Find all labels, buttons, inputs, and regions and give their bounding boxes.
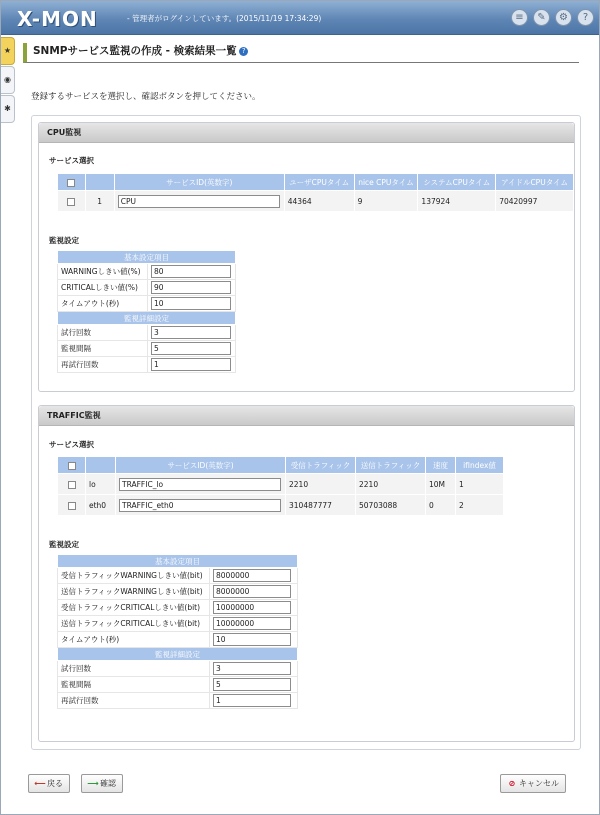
table-row [58, 280, 236, 296]
tx-warning-input[interactable]: 8000000 [213, 585, 291, 598]
back-button[interactable] [28, 774, 70, 793]
table-row [58, 568, 298, 584]
setting-value-cell [148, 341, 236, 357]
column-header: システムCPUタイム [418, 174, 496, 191]
setting-value-cell [210, 661, 298, 677]
ifindex-cell: 2 [456, 495, 504, 516]
main-content [17, 35, 597, 813]
column-header: アイドルCPUタイム [496, 174, 574, 191]
table-row [58, 495, 504, 516]
setting-value-cell [148, 280, 236, 296]
table-row [58, 191, 574, 212]
check-interval-input[interactable]: 5 [151, 342, 231, 355]
login-status: - 管理者がログインしています。(2015/11/19 17:34:29) [127, 14, 322, 23]
retry-count-input[interactable]: 1 [213, 694, 291, 707]
basic-settings-header: 基本設定項目 [58, 251, 236, 264]
traffic-section [38, 405, 575, 742]
setting-value-cell [210, 693, 298, 709]
traffic-service-select-label: サービス選択 [49, 440, 94, 449]
setting-value-cell [148, 264, 236, 280]
setting-label: 受信トラフィックCRITICALしきい値(bit) [58, 600, 210, 616]
row-number: 1 [85, 191, 114, 212]
service-id-cell [116, 474, 286, 495]
cpu-service-table [57, 173, 574, 212]
setting-value-cell [210, 616, 298, 632]
cancel-icon: ⊘ [508, 779, 516, 788]
detail-settings-header: 監視詳細設定 [58, 648, 298, 661]
cpu-settings-label: 監視設定 [49, 236, 79, 245]
sidebar-tab-monitor[interactable] [1, 66, 15, 94]
setting-label: WARNINGしきい値(%) [58, 264, 148, 280]
setting-label: 受信トラフィックWARNINGしきい値(bit) [58, 568, 210, 584]
cpu-settings-table [57, 250, 236, 373]
tx-traffic-cell: 50703088 [356, 495, 426, 516]
row-checkbox[interactable] [67, 198, 75, 206]
rx-warning-input[interactable]: 8000000 [213, 569, 291, 582]
table-row [58, 677, 298, 693]
table-header-row [58, 457, 504, 474]
nice-cpu-cell: 9 [354, 191, 418, 212]
arrow-left-icon: ⟵ [34, 779, 46, 788]
setting-value-cell [210, 584, 298, 600]
table-row [58, 357, 236, 373]
setting-label: タイムアウト(秒) [58, 296, 148, 312]
setting-value-cell [148, 325, 236, 341]
service-id-cell [114, 191, 284, 212]
setting-label: 試行回数 [58, 661, 210, 677]
warning-threshold-input[interactable]: 80 [151, 265, 231, 278]
column-header: サービスID(英数字) [114, 174, 284, 191]
setting-value-cell [148, 296, 236, 312]
column-header: サービスID(英数字) [116, 457, 286, 474]
cpu-section [38, 122, 575, 392]
cpu-section-title: CPU監視 [39, 123, 574, 143]
cancel-button[interactable] [500, 774, 566, 793]
critical-threshold-input[interactable]: 90 [151, 281, 231, 294]
setting-value-cell [210, 568, 298, 584]
setting-label: 監視間隔 [58, 341, 148, 357]
back-button-label: 戻る [47, 779, 63, 788]
row-select-cell [58, 495, 86, 516]
instruction-text: 登録するサービスを選択し、確認ボタンを押してください。 [31, 92, 261, 102]
setting-label: 監視間隔 [58, 677, 210, 693]
tx-critical-input[interactable]: 10000000 [213, 617, 291, 630]
table-row [58, 325, 236, 341]
max-attempts-input[interactable]: 3 [151, 326, 231, 339]
setting-value-cell [210, 677, 298, 693]
column-header: ユーザCPUタイム [284, 174, 354, 191]
sidebar-tab-settings[interactable] [1, 95, 15, 123]
traffic-section-title: TRAFFIC監視 [39, 406, 574, 426]
help-icon[interactable]: ? [239, 47, 248, 56]
gear-icon: ✱ [4, 104, 11, 113]
page-title: SNMPサービス監視の作成 - 検索結果一覧 [33, 45, 237, 57]
column-header: ifIndex値 [456, 457, 504, 474]
select-all-header [58, 174, 86, 191]
results-container [31, 115, 581, 750]
timeout-input[interactable]: 10 [213, 633, 291, 646]
table-row [58, 474, 504, 495]
table-row [58, 341, 236, 357]
traffic-settings-table [57, 554, 298, 709]
column-header: 送信トラフィック [356, 457, 426, 474]
check-interval-input[interactable]: 5 [213, 678, 291, 691]
setting-label: 再試行回数 [58, 693, 210, 709]
interface-name: eth0 [86, 495, 116, 516]
basic-settings-header: 基本設定項目 [58, 555, 298, 568]
table-row [58, 264, 236, 280]
settings-icon[interactable]: ⚙ [555, 9, 572, 26]
eye-icon: ◉ [4, 75, 11, 84]
star-icon: ★ [3, 46, 12, 55]
setting-value-cell [148, 357, 236, 373]
service-id-input[interactable]: CPU [118, 195, 280, 208]
timeout-input[interactable]: 10 [151, 297, 231, 310]
name-header [86, 457, 116, 474]
table-row [58, 584, 298, 600]
row-checkbox[interactable] [68, 502, 76, 510]
retry-count-input[interactable]: 1 [151, 358, 231, 371]
traffic-service-table [57, 456, 504, 516]
tools-icon[interactable]: ✎ [533, 9, 550, 26]
column-header: 受信トラフィック [286, 457, 356, 474]
setting-label: 試行回数 [58, 325, 148, 341]
setting-value-cell [210, 600, 298, 616]
idle-cpu-cell: 70420997 [496, 191, 574, 212]
header-bar [1, 1, 599, 35]
select-all-header [58, 457, 86, 474]
rx-traffic-cell: 2210 [286, 474, 356, 495]
cpu-service-select-label: サービス選択 [49, 156, 94, 165]
arrow-right-icon: ⟶ [87, 779, 99, 788]
setting-label: 送信トラフィックWARNINGしきい値(bit) [58, 584, 210, 600]
app-logo: X-MON [17, 7, 98, 31]
speed-cell: 0 [426, 495, 456, 516]
setting-label: 送信トラフィックCRITICALしきい値(bit) [58, 616, 210, 632]
select-all-checkbox[interactable] [68, 462, 76, 470]
table-row [58, 661, 298, 677]
side-tabs [1, 37, 15, 124]
table-header-row [58, 174, 574, 191]
sidebar-tab-favorites[interactable] [1, 37, 15, 65]
service-id-input[interactable]: TRAFFIC_lo [119, 478, 281, 491]
row-select-cell [58, 191, 86, 212]
setting-label: タイムアウト(秒) [58, 632, 210, 648]
table-row [58, 693, 298, 709]
service-id-input[interactable]: TRAFFIC_eth0 [119, 499, 281, 512]
help-icon[interactable]: ? [577, 9, 594, 26]
max-attempts-input[interactable]: 3 [213, 662, 291, 675]
table-row [58, 632, 298, 648]
page-title-bar [23, 43, 579, 63]
select-all-checkbox[interactable] [67, 179, 75, 187]
traffic-settings-label: 監視設定 [49, 540, 79, 549]
table-row [58, 616, 298, 632]
row-select-cell [58, 474, 86, 495]
confirm-button[interactable] [81, 774, 123, 793]
column-header: 速度 [426, 457, 456, 474]
table-row [58, 296, 236, 312]
speed-cell: 10M [426, 474, 456, 495]
tx-traffic-cell: 2210 [356, 474, 426, 495]
number-header [85, 174, 114, 191]
table-row [58, 600, 298, 616]
column-header: nice CPUタイム [354, 174, 418, 191]
cancel-button-label: キャンセル [519, 779, 559, 788]
row-checkbox[interactable] [68, 481, 76, 489]
user-cpu-cell: 44364 [284, 191, 354, 212]
rx-critical-input[interactable]: 10000000 [213, 601, 291, 614]
ifindex-cell: 1 [456, 474, 504, 495]
setting-label: 再試行回数 [58, 357, 148, 373]
setting-label: CRITICALしきい値(%) [58, 280, 148, 296]
setting-value-cell [210, 632, 298, 648]
system-cpu-cell: 137924 [418, 191, 496, 212]
detail-settings-header: 監視詳細設定 [58, 312, 236, 325]
service-id-cell [116, 495, 286, 516]
database-icon[interactable]: ≡ [511, 9, 528, 26]
interface-name: lo [86, 474, 116, 495]
rx-traffic-cell: 310487777 [286, 495, 356, 516]
confirm-button-label: 確認 [100, 779, 116, 788]
